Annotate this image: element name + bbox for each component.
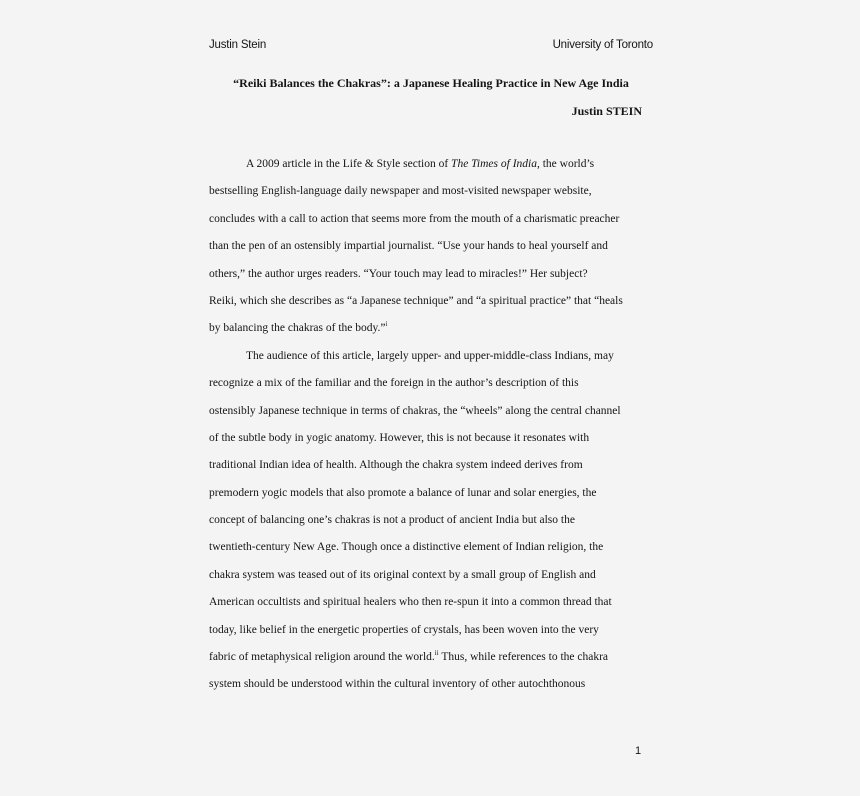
body-line — [209, 621, 653, 648]
text-run: system should be understood within the cultural inventory of other autochthonous — [209, 678, 586, 691]
body-line — [209, 456, 653, 483]
body-line — [209, 484, 653, 511]
body-line — [209, 182, 653, 209]
text-run: A 2009 article in the Life & Style section of — [246, 158, 452, 170]
text-run: chakra system was teased out of its original context by a small group of English and — [209, 568, 596, 581]
body-line — [209, 265, 653, 292]
text-run: today, like belief in the energetic properties of crystals, has been woven into the very — [209, 623, 599, 636]
header-author: Justin Stein — [209, 39, 267, 51]
body-line — [209, 566, 653, 593]
text-run: fabric of metaphysical religion around the world. — [209, 651, 435, 664]
header-institution: University of Toronto — [552, 39, 653, 51]
body-line — [209, 402, 653, 429]
body-line — [209, 210, 653, 237]
italic-text: The Times of India — [451, 158, 537, 170]
text-run: concept of balancing one’s chakras is not a product of ancient India but also the — [209, 514, 575, 527]
text-run: bestselling English-language daily newspaper and most-visited newspaper website, — [209, 185, 592, 198]
paper-author: Justin STEIN — [571, 104, 642, 118]
page-number: 1 — [635, 745, 642, 757]
text-run: by balancing the chakras of the body.” — [209, 322, 386, 335]
text-run: , the world’s — [536, 158, 595, 170]
endnote-marker: ii — [434, 649, 439, 658]
text-run: Thus, while references to the chakra — [438, 651, 609, 664]
body-line — [209, 511, 653, 538]
body-line — [209, 155, 653, 182]
body-line — [209, 675, 653, 702]
text-run: others,” the author urges readers. “Your touch may lead to miracles!” Her subject? — [209, 267, 588, 280]
body-line — [209, 593, 653, 620]
text-run: Reiki, which she describes as “a Japanese technique” and “a spiritual practice” that “heals — [209, 294, 623, 307]
paper-title: “Reiki Balances the Chakras”: a Japanese Healing Practice in New Age India — [233, 76, 629, 90]
text-run: The audience of this article, largely upper- and upper-middle-class Indians, may — [246, 349, 614, 362]
endnote-marker: i — [385, 320, 388, 329]
body-line — [209, 429, 653, 456]
body-line — [209, 374, 653, 401]
text-run: twentieth-century New Age. Though once a distinctive element of Indian religion, the — [209, 541, 604, 554]
body-line — [209, 292, 653, 319]
text-run: American occultists and spiritual healers who then re-spun it into a common thread that — [209, 596, 612, 609]
body-line — [209, 347, 653, 374]
body-line — [209, 237, 653, 264]
text-run: concludes with a call to action that seems more from the mouth of a charismatic preacher — [209, 212, 620, 225]
text-run: traditional Indian idea of health. Although the chakra system indeed derives from — [209, 459, 583, 472]
body-line — [209, 538, 653, 565]
text-run: premodern yogic models that also promote a balance of lunar and solar energies, the — [209, 486, 597, 499]
body-line — [209, 319, 653, 346]
body-text — [209, 155, 653, 703]
body-line — [209, 648, 653, 675]
text-run: recognize a mix of the familiar and the foreign in the author’s description of this — [209, 377, 579, 390]
text-run: than the pen of an ostensibly impartial journalist. “Use your hands to heal yourself and — [209, 240, 608, 253]
text-run: ostensibly Japanese technique in terms of chakras, the “wheels” along the central channel — [209, 404, 621, 417]
text-run: of the subtle body in yogic anatomy. However, this is not because it resonates with — [209, 431, 590, 444]
